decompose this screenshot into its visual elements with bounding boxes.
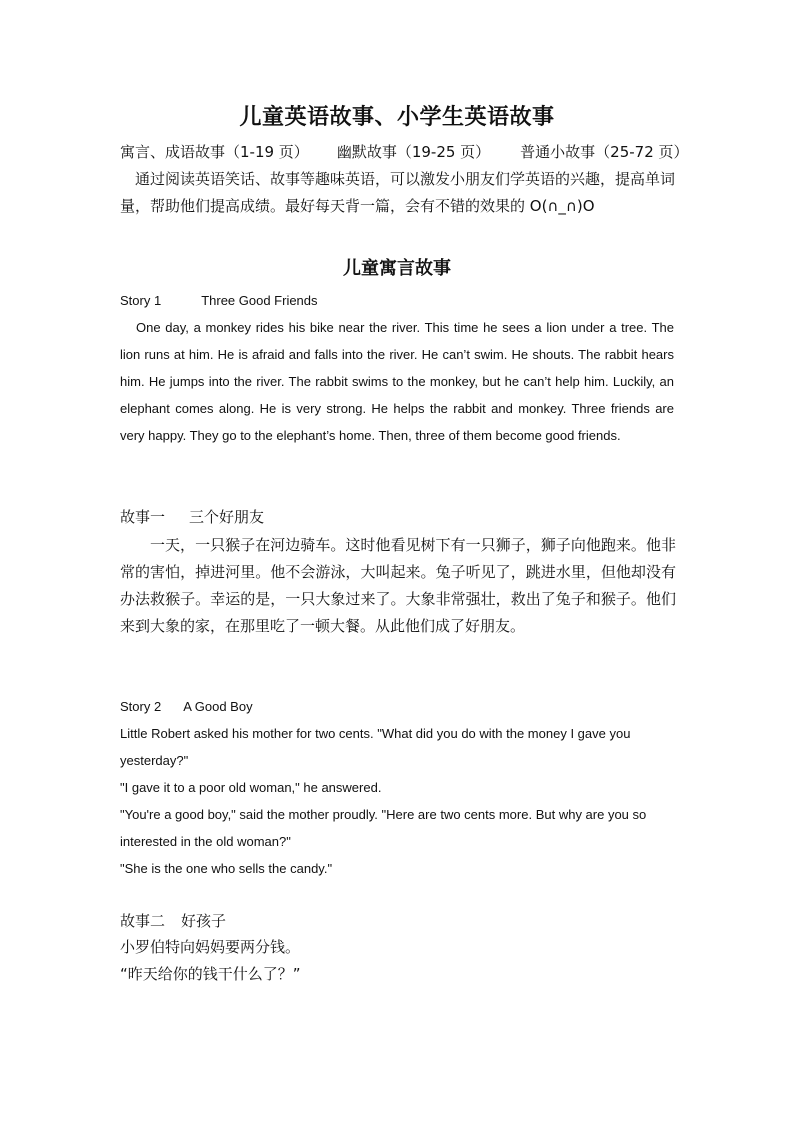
story2-heading bbox=[120, 698, 253, 716]
story1-label: Story 1 bbox=[120, 293, 162, 308]
story2-zh-title: 好孩子 bbox=[181, 912, 227, 930]
story2-title: A Good Boy bbox=[183, 699, 253, 714]
story1-heading bbox=[120, 292, 318, 310]
story2-english-text bbox=[120, 720, 660, 882]
story1-english-text: One day, a monkey rides his bike near the river. This time he sees a lion under a tree. The lion runs at him. He is afraid and falls into the river. He can’t swim. He shouts. The rabbit hears him. He jumps into the river. The rabbit swims to the monkey, but he can’t help him. Luckily, an elephant comes along. He is very strong. He helps the rabbit and monkey. Three friends are very happy. They go to the elephant’s home. Then, three of them become good friends. bbox=[120, 320, 674, 443]
story2-zh-line: “昨天给你的钱干什么了？” bbox=[120, 965, 301, 983]
toc-item-stories: 普通小故事（25-72 页） bbox=[520, 143, 689, 161]
section-title: 儿童寓言故事 bbox=[343, 258, 451, 279]
story2-zh-label: 故事二 bbox=[120, 912, 166, 930]
story2-chinese-text bbox=[120, 934, 676, 988]
story2-chinese-heading bbox=[120, 910, 226, 932]
intro-paragraph: 通过阅读英语笑话、故事等趣味英语，可以激发小朋友们学英语的兴趣，提高单词量，帮助他们提高成绩。最好每天背一篇，会有不错的效果的 O(∩_∩)O bbox=[120, 170, 676, 215]
story1-title: Three Good Friends bbox=[201, 293, 318, 308]
document-title: 儿童英语故事、小学生英语故事 bbox=[239, 105, 555, 130]
story2-zh-line: 小罗伯特向妈妈要两分钱。 bbox=[120, 938, 301, 956]
table-of-contents bbox=[120, 140, 689, 164]
story1-chinese-heading bbox=[120, 506, 264, 528]
toc-item-fables: 寓言、成语故事（1-19 页） bbox=[120, 143, 309, 161]
story1-chinese-text: 一天，一只猴子在河边骑车。这时他看见树下有一只狮子，狮子向他跑来。他非常的害怕，掉进河里。他不会游泳，大叫起来。兔子听见了，跳进水里，但他却没有办法救猴子。幸运的是，一只大象过来了。大象非常强壮，救出了兔子和猴子。他们来到大象的家，在那里吃了一顿大餐。从此他们成了好朋友。 bbox=[120, 536, 676, 635]
story2-label: Story 2 bbox=[120, 699, 162, 714]
story1-zh-title: 三个好朋友 bbox=[189, 508, 265, 526]
story2-line: "She is the one who sells the candy." bbox=[120, 861, 333, 876]
story2-line: "You're a good boy," said the mother proudly. "Here are two cents more. But why are you so interested in the old woman?" bbox=[120, 807, 647, 849]
story2-line: Little Robert asked his mother for two cents. "What did you do with the money I gave you yesterday?" bbox=[120, 726, 631, 768]
toc-item-humor: 幽默故事（19-25 页） bbox=[336, 143, 491, 161]
story1-zh-label: 故事一 bbox=[120, 508, 166, 526]
story2-line: "I gave it to a poor old woman," he answered. bbox=[120, 780, 382, 795]
